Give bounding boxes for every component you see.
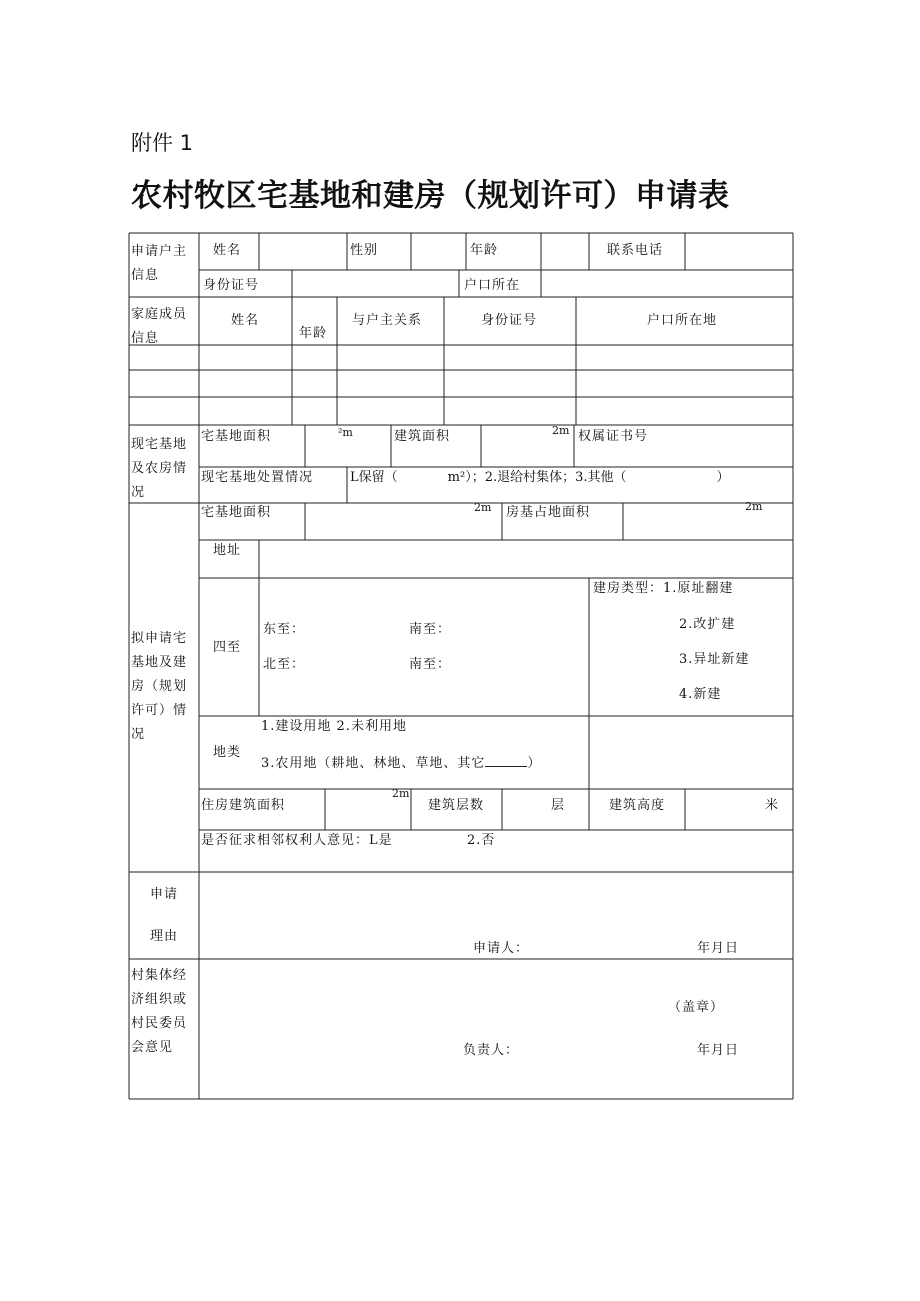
build-type-option-4: 4.新建 [679, 687, 722, 702]
proposed-homestead-area-unit: 2m [474, 501, 492, 514]
family-col-id: 身份证号 [481, 313, 538, 328]
current-building-area-label: 建筑面积 [394, 429, 451, 444]
disposal-end: ） [716, 470, 730, 485]
current-building-area-unit: 2m [552, 424, 570, 437]
reason-date-label: 年月日 [697, 941, 740, 956]
height-unit: 米 [765, 798, 780, 813]
land-type-option-2: 3.农用地（耕地、林地、草地、其它 ） [261, 756, 542, 771]
village-date-label: 年月日 [697, 1043, 740, 1058]
village-section-label: 村集体经济组织或村民委员会意见 [131, 968, 188, 1055]
reason-label-1: 申请 [150, 887, 179, 902]
neighbor-opinion-label: 是否征求相邻权利人意见：L是 [201, 833, 393, 848]
boundaries-label: 四至 [213, 640, 242, 655]
current-homestead-area-label: 宅基地面积 [201, 429, 272, 444]
disposal-unit: m² [447, 470, 466, 485]
neighbor-opinion-no: 2.否 [467, 833, 496, 848]
reason-applicant-label: 申请人： [473, 941, 530, 956]
land-other-blank [485, 756, 527, 767]
gender-label: 性别 [350, 243, 379, 258]
seal-label: （盖章） [668, 1000, 725, 1015]
applicant-section-label: 申请户主信息 [131, 244, 188, 283]
form-title: 农村牧区宅基地和建房（规划许可）申请表 [131, 178, 730, 214]
south-boundary-label-1: 南至： [409, 622, 452, 637]
address-label: 地址 [213, 543, 242, 558]
id-number-label: 身份证号 [203, 278, 260, 293]
phone-label: 联系电话 [607, 243, 664, 258]
age-label: 年龄 [470, 243, 499, 258]
family-col-age: 年龄 [299, 326, 328, 341]
proposed-section-label: 拟申请宅基地及建房（规划许可）情况 [131, 631, 188, 742]
responsible-person-label: 负责人： [463, 1043, 520, 1058]
height-label: 建筑高度 [609, 798, 666, 813]
house-area-unit: 2m [392, 787, 410, 800]
family-col-relation: 与户主关系 [352, 313, 423, 328]
reason-label-2: 理由 [150, 929, 179, 944]
footprint-area-unit: 2m [745, 500, 763, 513]
disposal-keep: L保留（ [350, 470, 398, 485]
floors-unit: 层 [551, 798, 566, 813]
applicant-name-label: 姓名 [213, 243, 242, 258]
footprint-area-label: 房基占地面积 [506, 505, 591, 520]
east-boundary-label: 东至： [263, 622, 306, 637]
house-area-label: 住房建筑面积 [201, 798, 286, 813]
south-boundary-label-2: 南至： [409, 657, 452, 672]
build-type-option-1: 建房类型：1.原址翻建 [593, 581, 734, 596]
disposal-label: 现宅基地处置情况 [201, 470, 314, 485]
disposal-other: ）；2.退给村集体；3.其他（ [465, 470, 627, 485]
ownership-cert-label: 权属证书号 [578, 429, 649, 444]
family-col-name: 姓名 [231, 313, 260, 328]
registered-residence-label: 户口所在 [464, 278, 521, 293]
build-type-option-2: 2.改扩建 [679, 617, 736, 632]
attachment-label: 附件 1 [131, 131, 194, 155]
family-col-residence: 户口所在地 [647, 313, 718, 328]
land-type-option-1: 1.建设用地 2.未利用地 [261, 719, 407, 734]
land-type-label: 地类 [213, 745, 242, 760]
build-type-option-3: 3.异址新建 [679, 652, 750, 667]
north-boundary-label: 北至： [263, 657, 306, 672]
current-homestead-area-unit: ²m [338, 426, 353, 439]
family-section-label: 家庭成员信息 [131, 307, 188, 346]
disposal-options [350, 470, 730, 486]
proposed-homestead-area-label: 宅基地面积 [201, 505, 272, 520]
current-section-label: 现宅基地及农房情况 [131, 437, 188, 500]
floors-label: 建筑层数 [428, 798, 485, 813]
